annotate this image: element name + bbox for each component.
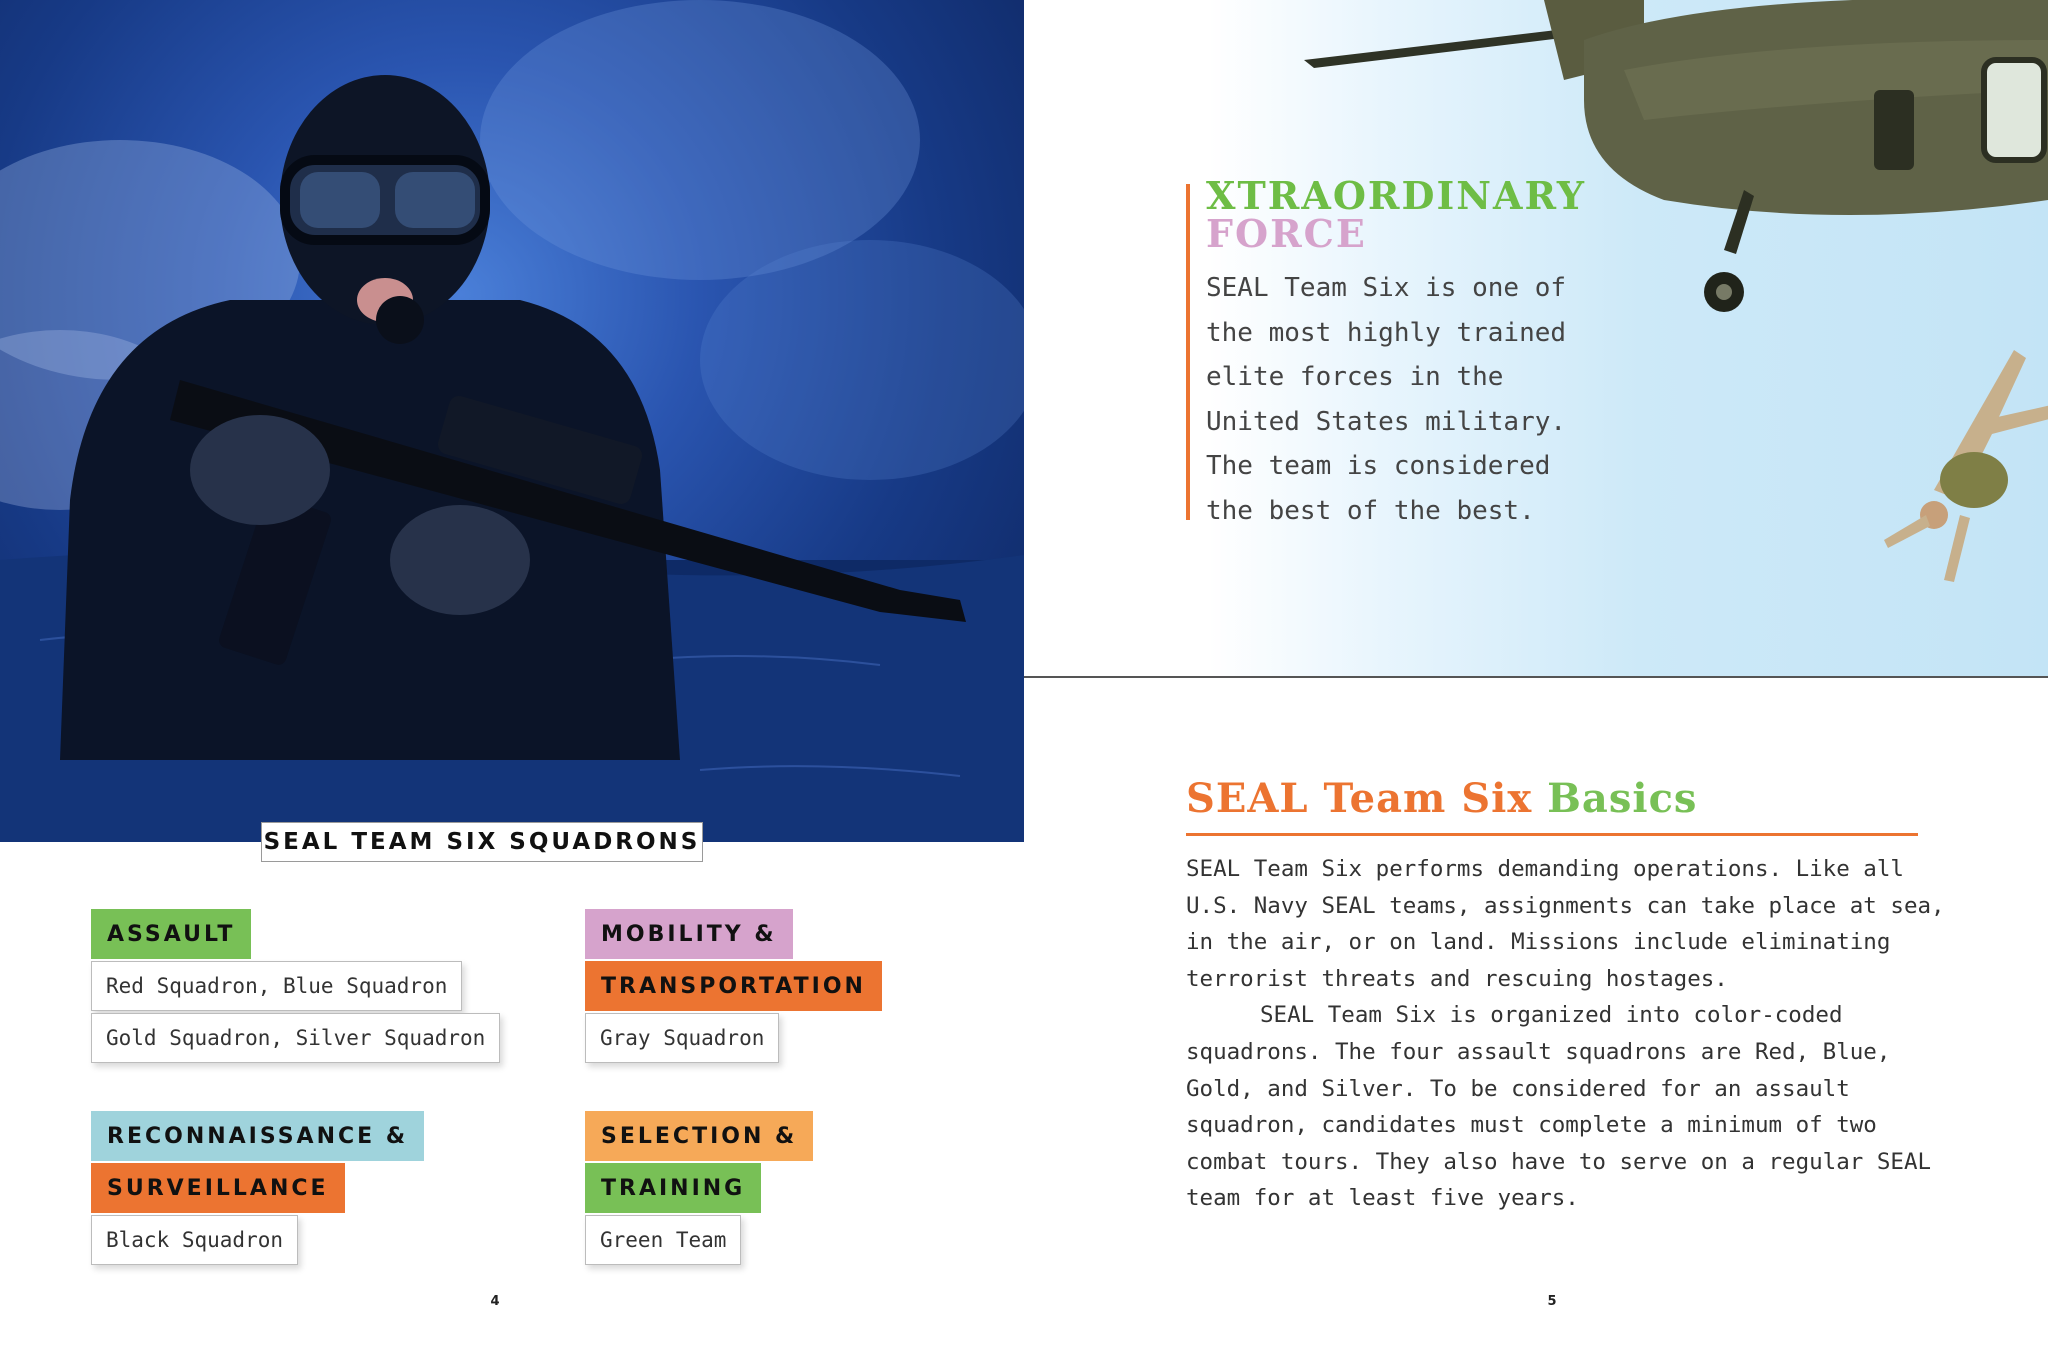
callout-line: the best of the best. (1206, 495, 1535, 526)
group-label-assault: ASSAULT (91, 909, 251, 959)
section-body (1186, 851, 1946, 1217)
group-label-surveillance: SURVEILLANCE (91, 1163, 345, 1213)
squadrons-title: SEAL TEAM SIX SQUADRONS (261, 822, 703, 862)
callout-line: United States military. (1206, 406, 1567, 437)
squadron-entry-black: Black Squadron (91, 1215, 298, 1265)
callout-line: The team is considered (1206, 451, 1551, 482)
squadron-entry-green-team: Green Team (585, 1215, 741, 1265)
squadron-entry-gray: Gray Squadron (585, 1013, 779, 1063)
group-label-transportation: TRANSPORTATION (585, 961, 882, 1011)
callout-accent-bar (1186, 184, 1190, 520)
page-number-right: 5 (1547, 1294, 1557, 1309)
group-label-training: TRAINING (585, 1163, 761, 1213)
callout-heading-line1: XTRAORDINARY (1206, 173, 1586, 218)
group-label-reconnaissance: RECONNAISSANCE & (91, 1111, 424, 1161)
group-label-selection: SELECTION & (585, 1111, 813, 1161)
callout-heading-line2: FORCE (1206, 211, 1367, 256)
callout-line: SEAL Team Six is one of (1206, 273, 1567, 303)
body-paragraph-2: SEAL Team Six is organized into color-coded squadrons. The four assault squadrons are Red, Blue, Gold, and Silver. To be considered for an assault squadron, candidates must complete a minimum of two combat tours. They also have to serve on a regular SEAL team for at least five years. (1186, 1002, 1932, 1212)
group-label-mobility: MOBILITY & (585, 909, 793, 959)
section-title-part1: SEAL Team Six (1186, 775, 1533, 822)
squadron-entry-gold-silver: Gold Squadron, Silver Squadron (91, 1013, 500, 1063)
page-number-left: 4 (490, 1294, 500, 1309)
body-paragraph-1: SEAL Team Six performs demanding operations. Like all U.S. Navy SEAL teams, assignments can take place at sea, in the air, or on land. Missions include eliminating terrorist threats and rescuing hostages. (1186, 856, 1945, 992)
callout-line: the most highly trained (1206, 317, 1567, 348)
callout-line: elite forces in the (1206, 362, 1504, 393)
section-title-underline (1186, 833, 1918, 836)
callout-text (1206, 266, 1606, 534)
squadron-entry-red-blue: Red Squadron, Blue Squadron (91, 961, 462, 1011)
section-title (1186, 775, 1697, 822)
page-divider (1024, 676, 2048, 678)
section-title-part2: Basics (1547, 775, 1698, 822)
diver-photo (0, 0, 1024, 842)
